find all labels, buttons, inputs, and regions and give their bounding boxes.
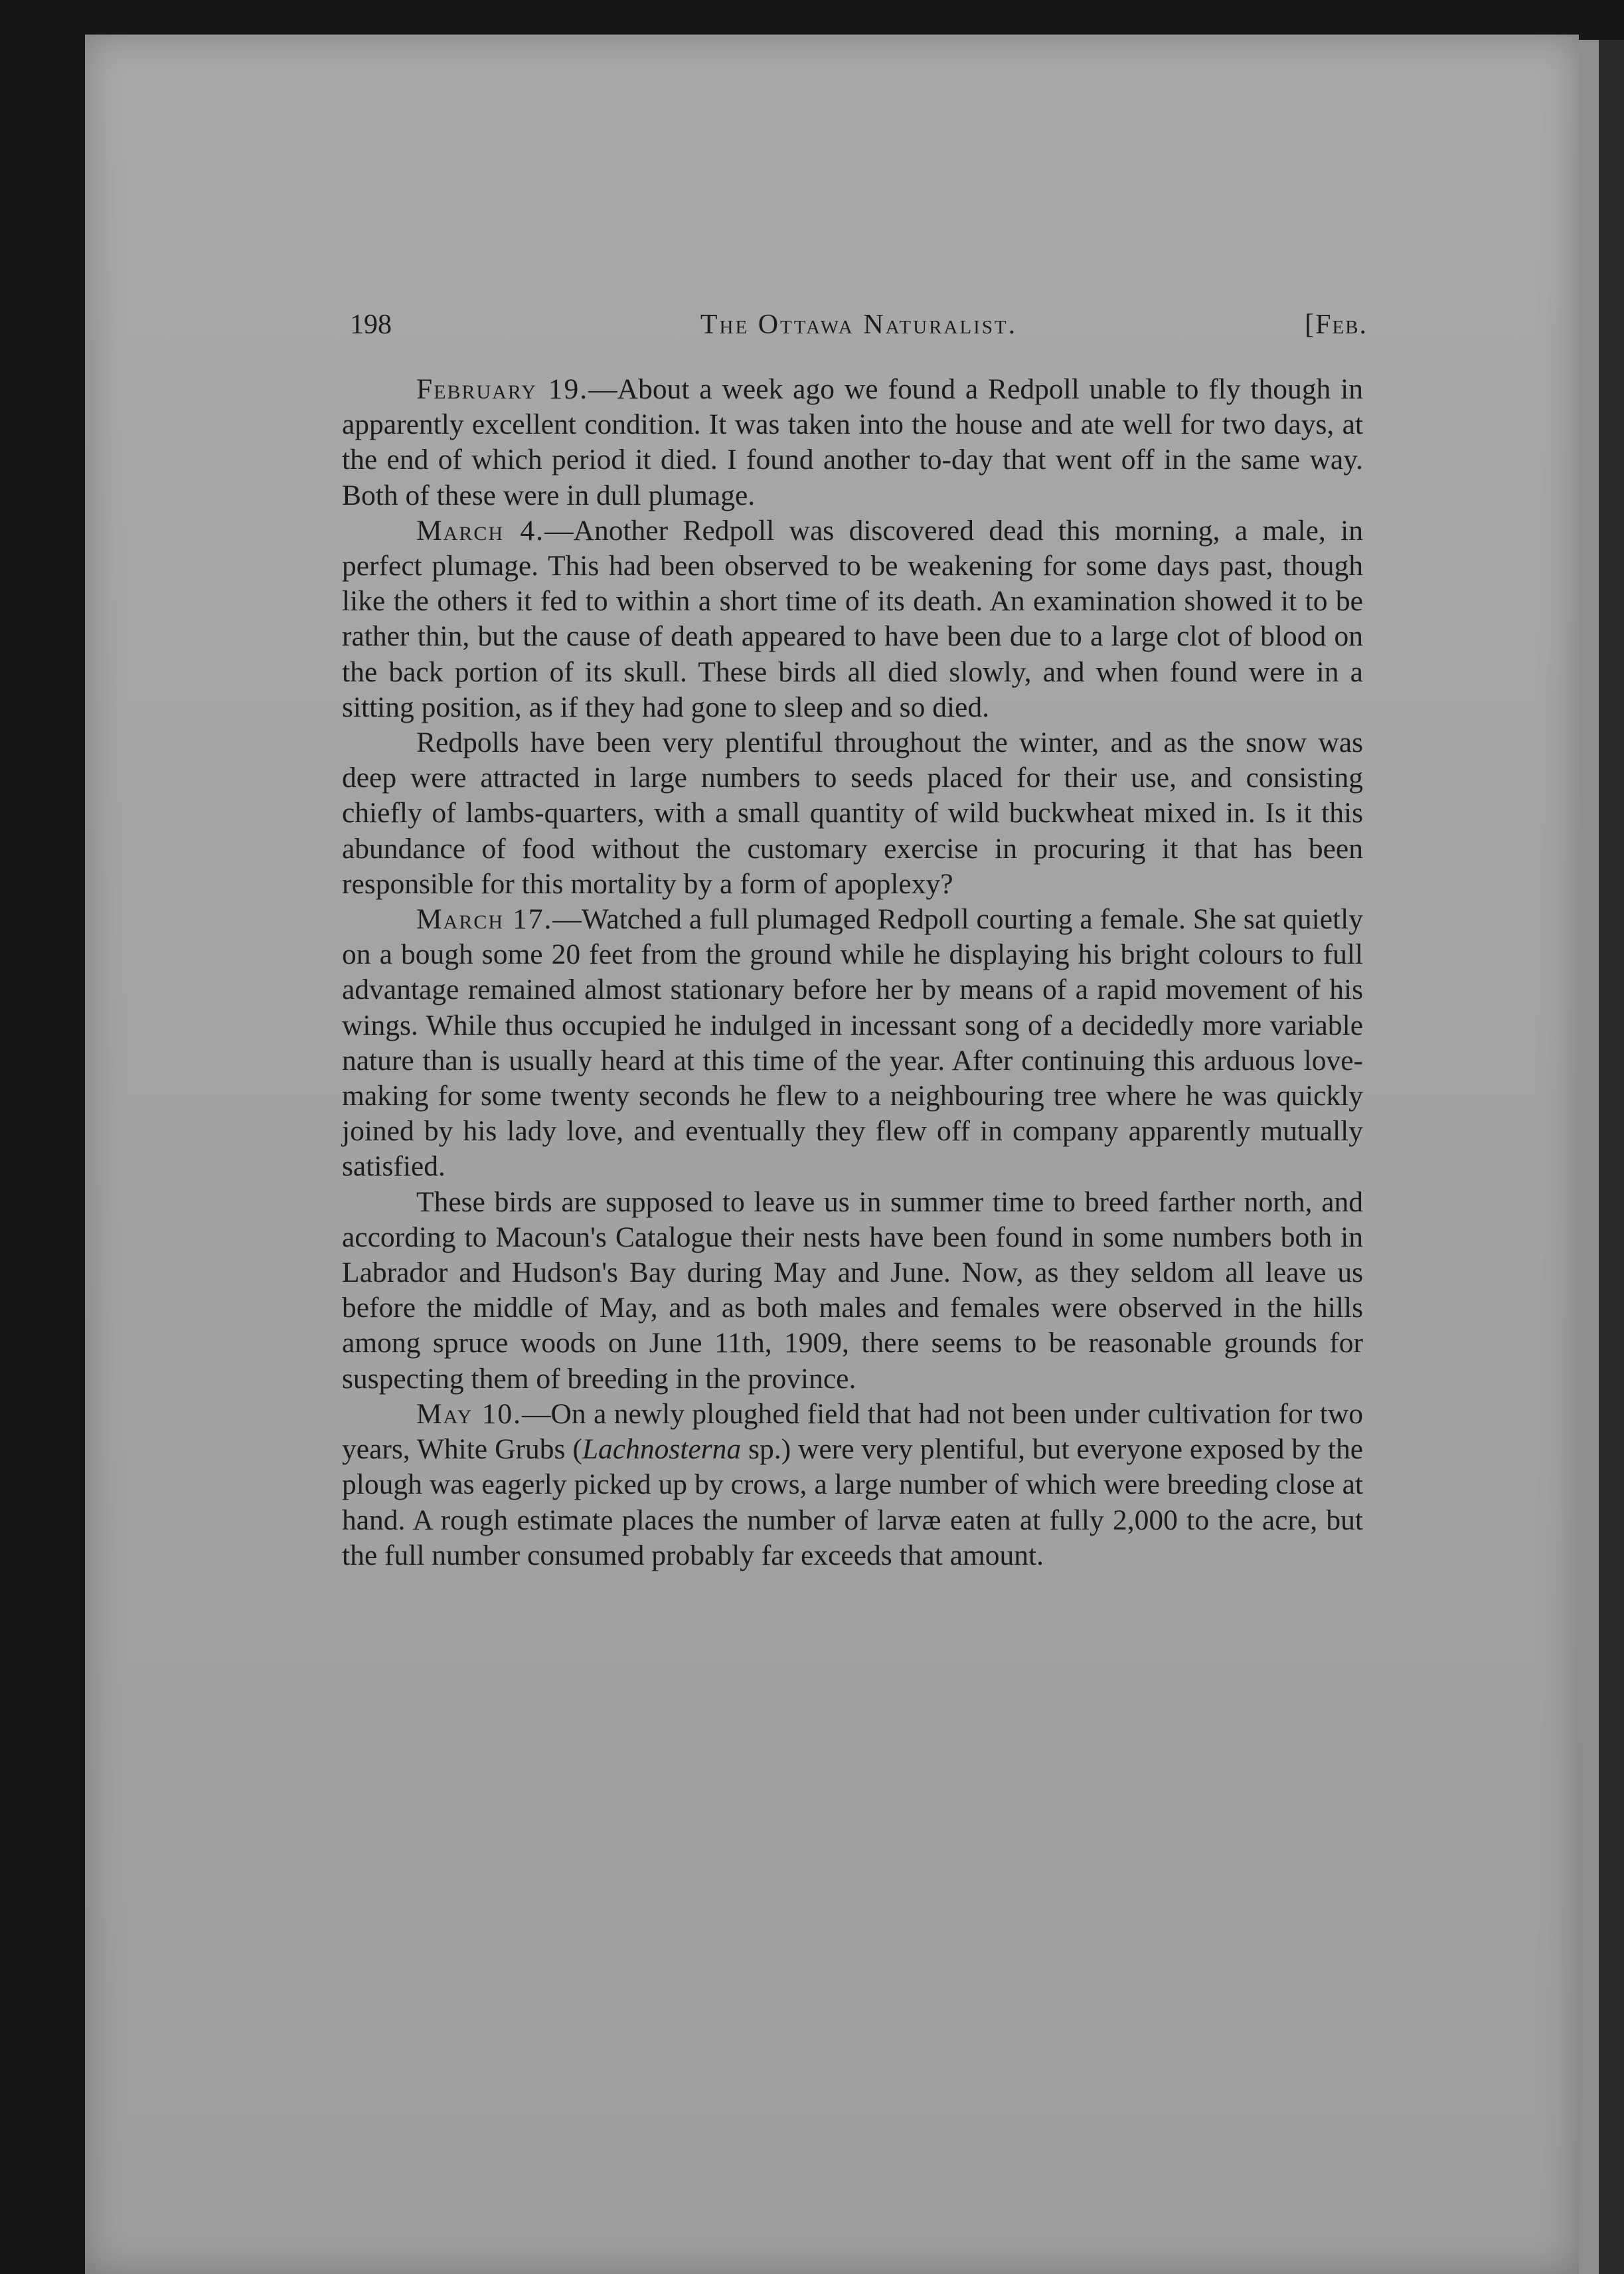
page-number: 198 xyxy=(350,309,392,340)
entry-date: March 4. xyxy=(416,514,545,547)
entry-date: March 17. xyxy=(416,903,553,936)
paragraph-text: Redpolls have been very plentiful throughout the winter, and as the snow was deep were attracted in large numbers to seeds placed for their use, and consisting chiefly of lambs-quarters, with a small quantity of wild buckwheat mixed in. Is it this abundance of food without the customary exercise in procuring it that has been responsible for this mortality by a form of apoplexy? xyxy=(342,727,1363,900)
entry-date: February 19. xyxy=(416,373,589,405)
page-edge xyxy=(1579,40,1599,2274)
running-header xyxy=(350,302,1368,348)
journal-title: The Ottawa Naturalist. xyxy=(700,309,1018,340)
paragraph-redpolls-plentiful xyxy=(342,725,1363,902)
running-month: [Feb. xyxy=(1305,309,1368,340)
scan-border xyxy=(1599,40,1624,2274)
paragraph-text: sp.) were very plentiful, but everyone exposed by the plough was eagerly picked up by crows, a large number of which were breeding close at hand. A rough estimate places the number of larvæ eaten at fully 2,000 to the acre, but the full number consumed probably far exceeds that amount. xyxy=(342,1433,1363,1571)
paragraph-breeding xyxy=(342,1185,1363,1397)
article-body xyxy=(342,372,1363,1573)
paragraph-mar-17 xyxy=(342,902,1363,1185)
paragraph-text: These birds are supposed to leave us in summer time to breed farther north, and according to Macoun's Catalogue their nests have been found in some numbers both in Labrador and Hudson's Bay during May and June. Now, as they seldom all leave us before the middle of May, and as both males and females were observed in the hills among spruce woods on June 11th, 1909, there seems to be reasonable grounds for suspecting them of breeding in the province. xyxy=(342,1185,1363,1395)
entry-date: May 10. xyxy=(416,1397,522,1430)
paragraph-text: —About a week ago we found a Redpoll unable to fly though in apparently excellent condition. It was taken into the house and ate well for two days, at the end of which period it died. I found another to-day that went off in the same way. Both of these were in dull plumage. xyxy=(342,373,1363,511)
paragraph-text: —Another Redpoll was discovered dead this morning, a male, in perfect plumage. This had been observed to be weakening for some days past, though like the others it fed to within a short time of its death. An examination showed it to be rather thin, but the cause of death appeared to have been due to a large clot of blood on the back portion of its skull. These birds all died slowly, and when found were in a sitting position, as if they had gone to sleep and so died. xyxy=(342,514,1363,723)
paragraph-text: —Watched a full plumaged Redpoll courting a female. She sat quietly on a bough some 20 feet from the ground while he displaying his bright colours to full advantage remained almost stationary before her by means of a rapid movement of his wings. While thus occupied he indulged in incessant song of a decidedly more variable nature than is usually heard at this time of the year. After continuing this arduous love-making for some twenty seconds he flew to a neighbouring tree where he was quickly joined by his lady love, and eventually they flew off in company apparently mutually satisfied. xyxy=(342,903,1363,1183)
paragraph-mar-4 xyxy=(342,513,1363,725)
paragraph-feb-19 xyxy=(342,372,1363,513)
species-name: Lachnosterna xyxy=(582,1433,742,1466)
paragraph-text: —On a newly ploughed field that had not been under cultivation for two years, White Grubs ( xyxy=(342,1397,1363,1466)
paragraph-may-10 xyxy=(342,1397,1363,1573)
